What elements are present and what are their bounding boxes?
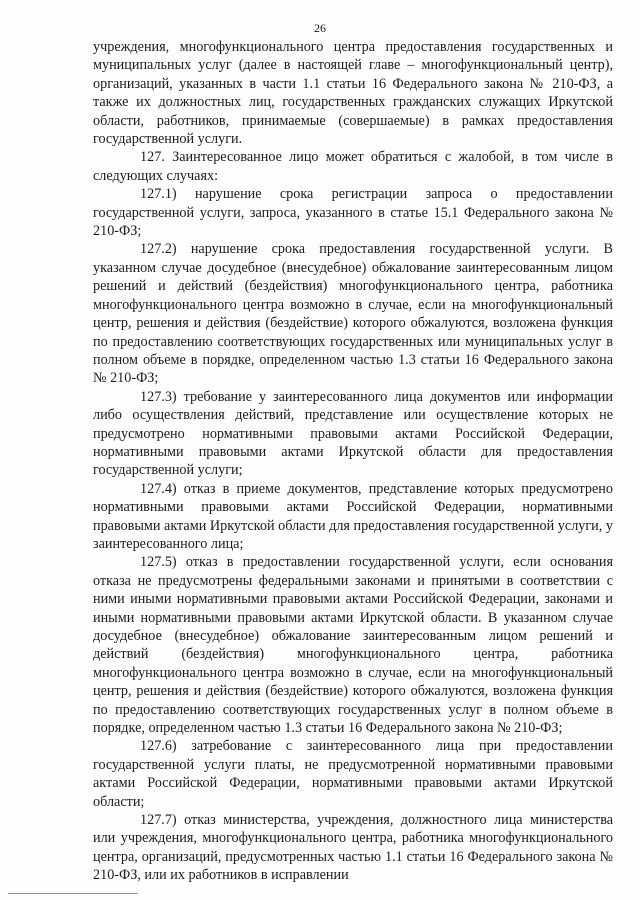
paragraph-127-1: 127.1) нарушение срока регистрации запроса о предоставлении государственной услуги, запроса, указанного в статье 15.1 Федерального закона № 210-ФЗ;	[93, 186, 613, 240]
paragraph-127: 127. Заинтересованное лицо может обратиться с жалобой, в том числе в следующих случаях:	[93, 149, 613, 184]
paragraph-127-4: 127.4) отказ в приеме документов, представление которых предусмотрено нормативными правовыми актами Российской Федерации, нормативными правовыми актами Иркутской области для предоставления государственной услуги, у заинтересованного лица;	[93, 480, 613, 552]
document-body	[93, 38, 613, 885]
paragraph-127-6: 127.6) затребование с заинтересованного лица при предоставлении государственной услуги платы, не предусмотренной нормативными правовыми актами Российской Федерации, нормативными правовыми актами Иркутской области;	[93, 738, 613, 810]
paragraph-127-3: 127.3) требование у заинтересованного лица документов или информации либо осуществления действий, представление или осуществление которых не предусмотрено нормативными правовыми актами Российской Федерации, нормативными правовыми актами Иркутской области для предоставления государственной услуги;	[93, 388, 613, 479]
paragraph-127-2: 127.2) нарушение срока предоставления государственной услуги. В указанном случае досудебное (внесудебное) обжалование заинтересованным лицом решений и действий (бездействия) многофункционального центра, работника многофункционального центра возможно в случае, если на многофункциональный центр, решения и действия (бездействие) которого обжалуются, возложена функция по предоставлению соответствующих государственных или муниципальных услуг в полном объеме в порядке, определенном частью 1.3 статьи 16 Федерального закона № 210-ФЗ;	[93, 241, 613, 387]
page-number: 26	[314, 21, 326, 35]
footer-divider	[8, 893, 138, 894]
paragraph-continuation: учреждения, многофункционального центра предоставления государственных и муниципальных услуг (далее в настоящей главе – многофункциональный центр), организаций, указанных в части 1.1 статьи 16 Федерального закона № 210-ФЗ, а также их должностных лиц, государственных гражданских служащих Иркутской области, работников, принимаемые (совершаемые) в рамках предоставления государственной услуги.	[93, 39, 613, 148]
paragraph-127-7: 127.7) отказ министерства, учреждения, должностного лица министерства или учреждения, многофункционального центра, работника многофункционального центра, организаций, предусмотренных частью 1.1 статьи 16 Федерального закона № 210-ФЗ, или их работников в исправлении	[93, 812, 613, 884]
paragraph-127-5: 127.5) отказ в предоставлении государственной услуги, если основания отказа не предусмотрены федеральными законами и принятыми в соответствии с ними иными нормативными правовыми актами Российской Федерации, законами и иными нормативными правовыми актами Иркутской области. В указанном случае досудебное (внесудебное) обжалование заинтересованным лицом решений и действий (бездействия) многофункционального центра, работника многофункционального центра возможно в случае, если на многофункциональный центр, решения и действия (бездействие) которого обжалуются, возложена функция по предоставлению соответствующих государственных услуг в полном объеме в порядке, определенном частью 1.3 статьи 16 Федерального закона № 210-ФЗ;	[93, 554, 613, 737]
